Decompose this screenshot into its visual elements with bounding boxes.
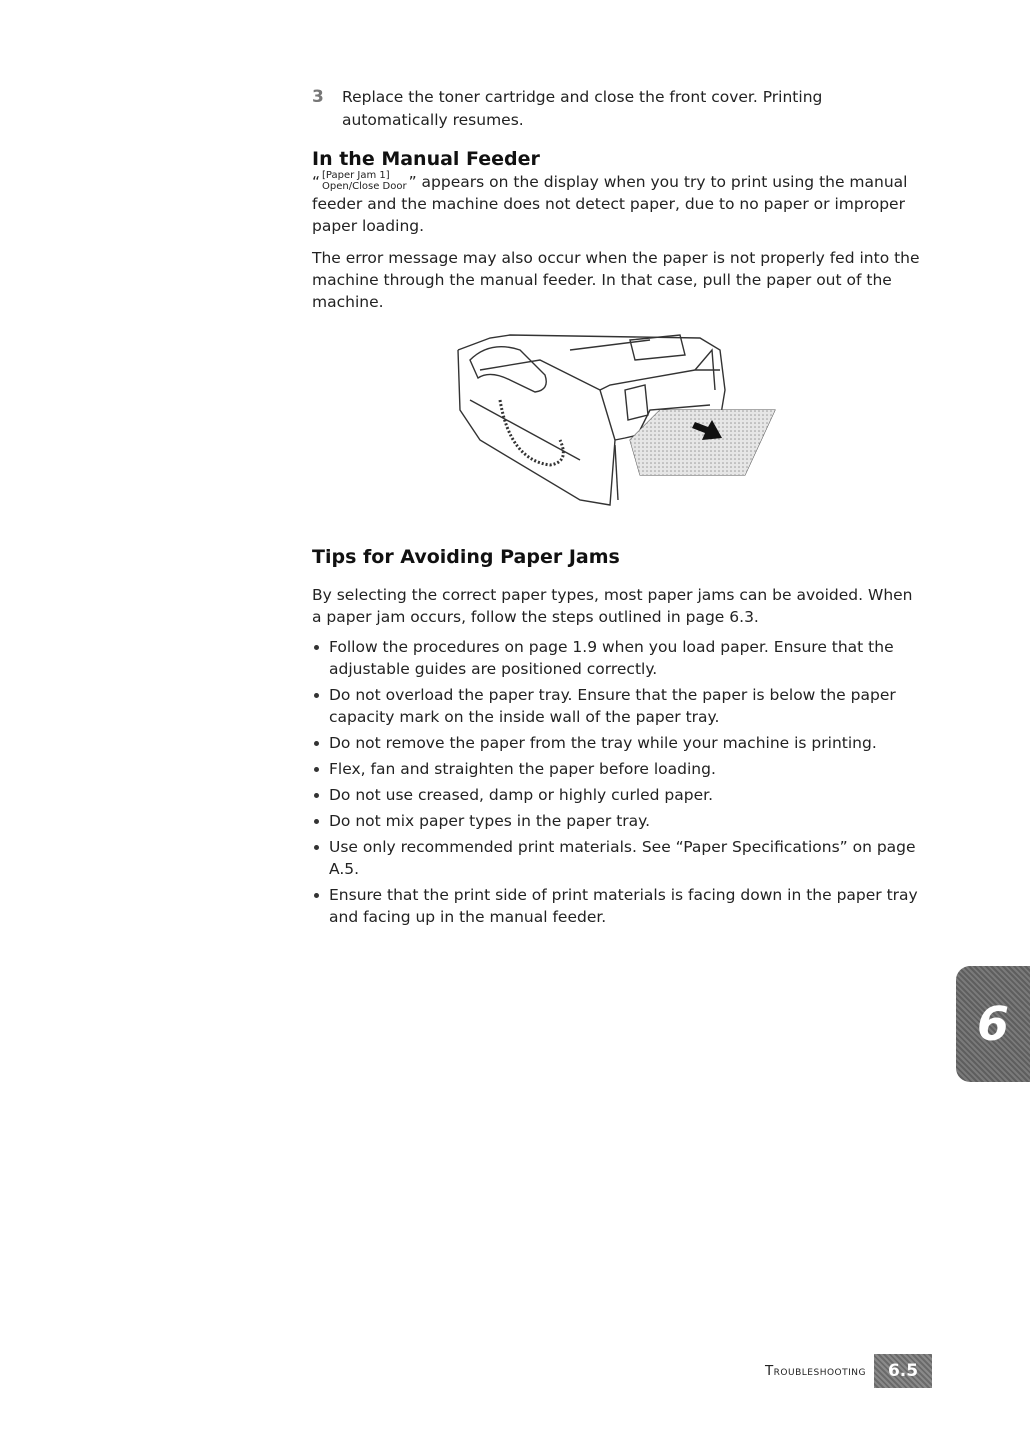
manual-feeder-para1 bbox=[312, 170, 922, 237]
lcd-line-1: [Paper Jam 1] bbox=[322, 170, 390, 181]
tips-intro: By selecting the correct paper types, most paper jams can be avoided. When a paper jam occurs, follow the steps outlined in page 6.3. bbox=[312, 586, 913, 626]
lcd-line-2: Open/Close Door bbox=[322, 181, 407, 192]
list-item: Do not use creased, damp or highly curled paper. bbox=[312, 784, 922, 806]
tips-heading: Tips for Avoiding Paper Jams bbox=[312, 546, 620, 568]
list-item: Ensure that the print side of print materials is facing down in the paper tray and facing up in the manual feeder. bbox=[312, 884, 922, 928]
chapter-tab: 6 bbox=[956, 966, 1030, 1082]
page-number: 6.5 bbox=[874, 1354, 932, 1388]
list-item: Follow the procedures on page 1.9 when you load paper. Ensure that the adjustable guides are positioned correctly. bbox=[312, 636, 922, 680]
manual-feeder-illustration bbox=[450, 330, 780, 510]
footer-section-label: Troubleshooting bbox=[764, 1363, 866, 1379]
list-item: Use only recommended print materials. See “Paper Specifications” on page A.5. bbox=[312, 836, 922, 880]
quote-open: “ bbox=[312, 173, 321, 191]
list-item: Do not remove the paper from the tray while your machine is printing. bbox=[312, 732, 922, 754]
step-number: 3 bbox=[312, 87, 324, 107]
list-item: Do not mix paper types in the paper tray. bbox=[312, 810, 922, 832]
list-item: Flex, fan and straighten the paper before loading. bbox=[312, 758, 922, 780]
quote-close: ” bbox=[408, 173, 417, 191]
step-3 bbox=[312, 86, 922, 132]
lcd-message bbox=[322, 170, 407, 192]
step-text: Replace the toner cartridge and close the front cover. Printing automatically resumes. bbox=[342, 88, 823, 129]
tips-list bbox=[312, 636, 922, 928]
manual-feeder-heading: In the Manual Feeder bbox=[312, 148, 540, 170]
page-footer bbox=[700, 1354, 932, 1388]
tips-section bbox=[312, 584, 922, 932]
list-item: Do not overload the paper tray. Ensure that the paper is below the paper capacity mark on the inside wall of the paper tray. bbox=[312, 684, 922, 728]
main-content bbox=[312, 86, 922, 313]
manual-feeder-para2: The error message may also occur when the paper is not properly fed into the machine through the manual feeder. In that case, pull the paper out of the machine. bbox=[312, 249, 920, 311]
para1-text: appears on the display when you try to print using the manual feeder and the machine does not detect paper, due to no paper or improper paper loading. bbox=[312, 173, 908, 235]
printer-illustration-svg bbox=[450, 330, 780, 510]
